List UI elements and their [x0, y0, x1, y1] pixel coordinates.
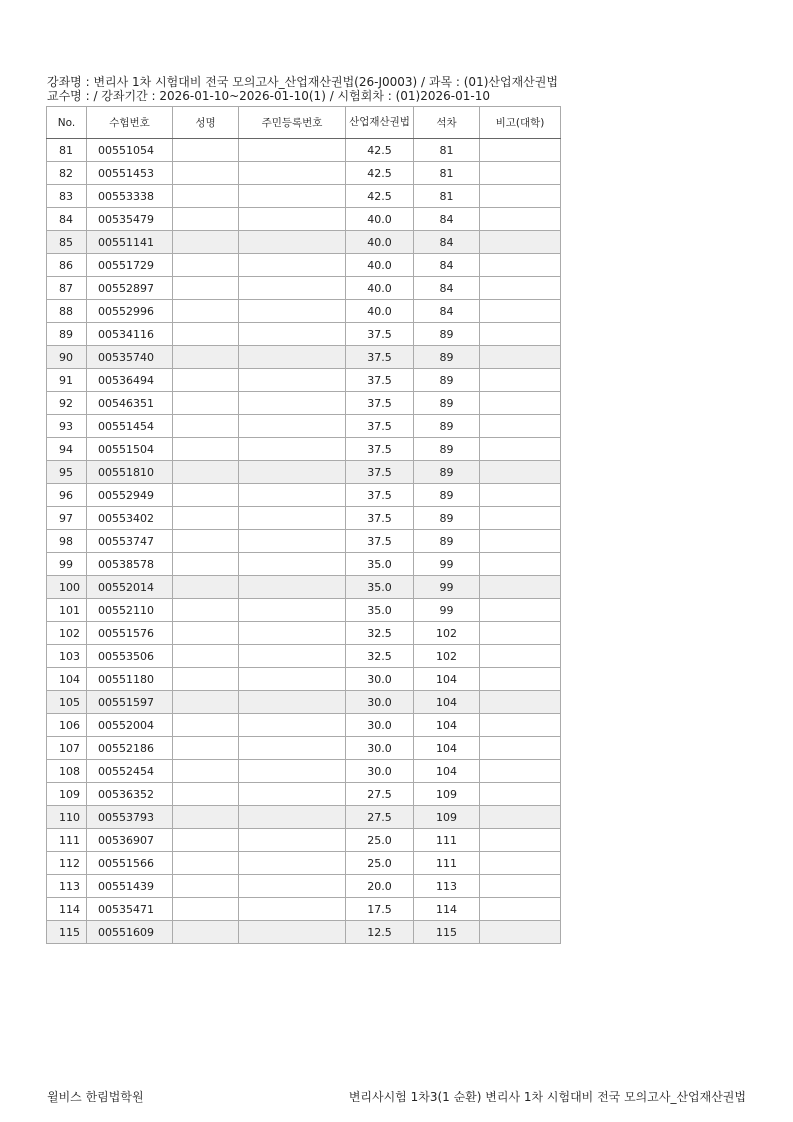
cell-no: 109 [47, 783, 87, 806]
col-header-name: 성명 [173, 107, 239, 139]
cell-no: 113 [47, 875, 87, 898]
cell-exam-number: 00551054 [87, 139, 173, 162]
cell-resident-number [239, 599, 346, 622]
cell-resident-number [239, 185, 346, 208]
cell-name [173, 507, 239, 530]
cell-resident-number [239, 346, 346, 369]
cell-exam-number: 00551566 [87, 852, 173, 875]
cell-resident-number [239, 852, 346, 875]
cell-resident-number [239, 208, 346, 231]
cell-resident-number [239, 484, 346, 507]
cell-no: 106 [47, 714, 87, 737]
cell-score: 37.5 [346, 323, 414, 346]
table-row [47, 346, 561, 369]
cell-rank: 99 [414, 599, 480, 622]
cell-exam-number: 00535740 [87, 346, 173, 369]
cell-note [480, 484, 561, 507]
cell-note [480, 461, 561, 484]
col-header-resident-number: 주민등록번호 [239, 107, 346, 139]
cell-exam-number: 00553747 [87, 530, 173, 553]
cell-exam-number: 00551180 [87, 668, 173, 691]
cell-name [173, 484, 239, 507]
cell-rank: 104 [414, 737, 480, 760]
table-row [47, 369, 561, 392]
cell-exam-number: 00551576 [87, 622, 173, 645]
cell-note [480, 277, 561, 300]
cell-name [173, 852, 239, 875]
cell-exam-number: 00552897 [87, 277, 173, 300]
cell-no: 95 [47, 461, 87, 484]
cell-no: 86 [47, 254, 87, 277]
cell-resident-number [239, 576, 346, 599]
cell-no: 103 [47, 645, 87, 668]
cell-name [173, 323, 239, 346]
cell-name [173, 714, 239, 737]
cell-rank: 89 [414, 461, 480, 484]
cell-resident-number [239, 323, 346, 346]
cell-score: 17.5 [346, 898, 414, 921]
course-info-line: 강좌명 : 변리사 1차 시험대비 전국 모의고사_산업재산권법(26-J0003) / 과목 : (01)산업재산권법 [47, 75, 558, 89]
cell-rank: 109 [414, 806, 480, 829]
cell-no: 111 [47, 829, 87, 852]
cell-score: 20.0 [346, 875, 414, 898]
table-row [47, 461, 561, 484]
cell-score: 32.5 [346, 622, 414, 645]
cell-exam-number: 00552110 [87, 599, 173, 622]
cell-exam-number: 00551597 [87, 691, 173, 714]
cell-score: 40.0 [346, 208, 414, 231]
cell-name [173, 438, 239, 461]
cell-score: 42.5 [346, 162, 414, 185]
cell-rank: 89 [414, 415, 480, 438]
cell-rank: 115 [414, 921, 480, 944]
cell-name [173, 668, 239, 691]
cell-rank: 81 [414, 139, 480, 162]
cell-resident-number [239, 438, 346, 461]
table-row [47, 691, 561, 714]
cell-score: 42.5 [346, 185, 414, 208]
cell-note [480, 553, 561, 576]
cell-note [480, 346, 561, 369]
cell-resident-number [239, 254, 346, 277]
cell-rank: 89 [414, 530, 480, 553]
cell-resident-number [239, 553, 346, 576]
cell-exam-number: 00551141 [87, 231, 173, 254]
cell-rank: 99 [414, 576, 480, 599]
table-row [47, 806, 561, 829]
cell-note [480, 254, 561, 277]
table-row [47, 530, 561, 553]
cell-score: 35.0 [346, 599, 414, 622]
table-row [47, 553, 561, 576]
cell-score: 30.0 [346, 668, 414, 691]
cell-no: 85 [47, 231, 87, 254]
cell-score: 37.5 [346, 438, 414, 461]
table-row [47, 392, 561, 415]
cell-no: 92 [47, 392, 87, 415]
cell-name [173, 553, 239, 576]
cell-score: 40.0 [346, 277, 414, 300]
cell-rank: 113 [414, 875, 480, 898]
cell-no: 99 [47, 553, 87, 576]
cell-resident-number [239, 162, 346, 185]
cell-no: 112 [47, 852, 87, 875]
cell-note [480, 185, 561, 208]
cell-score: 40.0 [346, 231, 414, 254]
cell-name [173, 139, 239, 162]
cell-note [480, 737, 561, 760]
table-row [47, 622, 561, 645]
cell-score: 30.0 [346, 691, 414, 714]
exam-info-line: 교수명 : / 강좌기간 : 2026-01-10~2026-01-10(1) / 시험회차 : (01)2026-01-10 [47, 89, 490, 103]
cell-resident-number [239, 300, 346, 323]
cell-score: 37.5 [346, 415, 414, 438]
cell-name [173, 576, 239, 599]
cell-resident-number [239, 645, 346, 668]
cell-name [173, 898, 239, 921]
cell-note [480, 507, 561, 530]
cell-note [480, 760, 561, 783]
cell-no: 88 [47, 300, 87, 323]
cell-score: 27.5 [346, 783, 414, 806]
cell-name [173, 185, 239, 208]
cell-exam-number: 00551439 [87, 875, 173, 898]
cell-exam-number: 00551729 [87, 254, 173, 277]
cell-score: 37.5 [346, 369, 414, 392]
cell-resident-number [239, 875, 346, 898]
cell-name [173, 691, 239, 714]
cell-name [173, 760, 239, 783]
cell-score: 37.5 [346, 461, 414, 484]
cell-no: 93 [47, 415, 87, 438]
cell-resident-number [239, 461, 346, 484]
cell-no: 82 [47, 162, 87, 185]
cell-score: 37.5 [346, 484, 414, 507]
col-header-score: 산업재산권법 [346, 107, 414, 139]
cell-exam-number: 00535479 [87, 208, 173, 231]
cell-name [173, 461, 239, 484]
table-header-row [47, 107, 561, 139]
table-row [47, 599, 561, 622]
cell-note [480, 139, 561, 162]
cell-exam-number: 00553402 [87, 507, 173, 530]
cell-name [173, 162, 239, 185]
cell-exam-number: 00535471 [87, 898, 173, 921]
cell-score: 42.5 [346, 139, 414, 162]
cell-resident-number [239, 392, 346, 415]
cell-no: 110 [47, 806, 87, 829]
cell-score: 37.5 [346, 392, 414, 415]
cell-score: 30.0 [346, 737, 414, 760]
cell-rank: 89 [414, 369, 480, 392]
cell-note [480, 852, 561, 875]
cell-name [173, 254, 239, 277]
cell-note [480, 783, 561, 806]
cell-resident-number [239, 714, 346, 737]
cell-no: 108 [47, 760, 87, 783]
table-row [47, 875, 561, 898]
cell-note [480, 829, 561, 852]
cell-resident-number [239, 415, 346, 438]
cell-exam-number: 00553793 [87, 806, 173, 829]
col-header-exam-number: 수험번호 [87, 107, 173, 139]
cell-rank: 104 [414, 760, 480, 783]
table-row [47, 898, 561, 921]
cell-exam-number: 00551453 [87, 162, 173, 185]
cell-resident-number [239, 139, 346, 162]
cell-rank: 84 [414, 277, 480, 300]
cell-resident-number [239, 530, 346, 553]
table-row [47, 300, 561, 323]
cell-note [480, 369, 561, 392]
cell-no: 81 [47, 139, 87, 162]
table-row [47, 737, 561, 760]
table-row [47, 829, 561, 852]
cell-score: 37.5 [346, 507, 414, 530]
cell-rank: 89 [414, 346, 480, 369]
table-row [47, 507, 561, 530]
cell-name [173, 875, 239, 898]
cell-name [173, 806, 239, 829]
cell-rank: 114 [414, 898, 480, 921]
cell-resident-number [239, 921, 346, 944]
cell-score: 40.0 [346, 254, 414, 277]
table-row [47, 783, 561, 806]
cell-resident-number [239, 806, 346, 829]
cell-no: 97 [47, 507, 87, 530]
cell-no: 90 [47, 346, 87, 369]
cell-score: 40.0 [346, 300, 414, 323]
cell-note [480, 714, 561, 737]
score-table [46, 106, 561, 944]
table-row [47, 438, 561, 461]
cell-rank: 89 [414, 484, 480, 507]
cell-note [480, 921, 561, 944]
cell-rank: 84 [414, 300, 480, 323]
cell-exam-number: 00536352 [87, 783, 173, 806]
cell-rank: 84 [414, 254, 480, 277]
cell-name [173, 208, 239, 231]
cell-score: 35.0 [346, 553, 414, 576]
cell-no: 114 [47, 898, 87, 921]
cell-exam-number: 00553506 [87, 645, 173, 668]
cell-no: 115 [47, 921, 87, 944]
cell-exam-number: 00534116 [87, 323, 173, 346]
cell-note [480, 415, 561, 438]
cell-exam-number: 00552014 [87, 576, 173, 599]
cell-name [173, 921, 239, 944]
cell-note [480, 438, 561, 461]
cell-no: 98 [47, 530, 87, 553]
cell-name [173, 231, 239, 254]
table-row [47, 162, 561, 185]
cell-exam-number: 00536907 [87, 829, 173, 852]
cell-rank: 104 [414, 691, 480, 714]
cell-rank: 89 [414, 392, 480, 415]
cell-exam-number: 00552454 [87, 760, 173, 783]
cell-rank: 104 [414, 668, 480, 691]
table-row [47, 139, 561, 162]
cell-rank: 102 [414, 622, 480, 645]
cell-name [173, 369, 239, 392]
cell-exam-number: 00546351 [87, 392, 173, 415]
cell-rank: 89 [414, 323, 480, 346]
footer-academy: 윌비스 한림법학원 [47, 1090, 144, 1104]
cell-score: 37.5 [346, 346, 414, 369]
cell-no: 87 [47, 277, 87, 300]
cell-note [480, 208, 561, 231]
table-row [47, 645, 561, 668]
cell-rank: 99 [414, 553, 480, 576]
cell-note [480, 530, 561, 553]
cell-note [480, 392, 561, 415]
table-row [47, 576, 561, 599]
cell-rank: 102 [414, 645, 480, 668]
cell-exam-number: 00551810 [87, 461, 173, 484]
cell-no: 102 [47, 622, 87, 645]
cell-rank: 81 [414, 162, 480, 185]
cell-no: 104 [47, 668, 87, 691]
cell-rank: 104 [414, 714, 480, 737]
cell-score: 27.5 [346, 806, 414, 829]
cell-exam-number: 00552186 [87, 737, 173, 760]
table-row [47, 760, 561, 783]
cell-note [480, 806, 561, 829]
table-row [47, 668, 561, 691]
cell-name [173, 645, 239, 668]
table-row [47, 484, 561, 507]
cell-exam-number: 00551609 [87, 921, 173, 944]
cell-score: 35.0 [346, 576, 414, 599]
cell-note [480, 622, 561, 645]
table-row [47, 277, 561, 300]
footer-course-title: 변리사시험 1차3(1 순환) 변리사 1차 시험대비 전국 모의고사_산업재산권법 [348, 1090, 746, 1104]
cell-resident-number [239, 668, 346, 691]
cell-resident-number [239, 277, 346, 300]
cell-resident-number [239, 691, 346, 714]
cell-resident-number [239, 622, 346, 645]
cell-no: 84 [47, 208, 87, 231]
cell-note [480, 645, 561, 668]
cell-name [173, 622, 239, 645]
cell-note [480, 323, 561, 346]
cell-no: 89 [47, 323, 87, 346]
table-row [47, 921, 561, 944]
cell-note [480, 691, 561, 714]
cell-rank: 81 [414, 185, 480, 208]
table-row [47, 415, 561, 438]
cell-no: 91 [47, 369, 87, 392]
cell-rank: 84 [414, 231, 480, 254]
table-row [47, 852, 561, 875]
cell-score: 25.0 [346, 829, 414, 852]
cell-name [173, 300, 239, 323]
table-row [47, 323, 561, 346]
cell-exam-number: 00553338 [87, 185, 173, 208]
cell-resident-number [239, 760, 346, 783]
cell-resident-number [239, 898, 346, 921]
cell-no: 107 [47, 737, 87, 760]
cell-note [480, 162, 561, 185]
cell-note [480, 898, 561, 921]
cell-note [480, 668, 561, 691]
cell-rank: 111 [414, 829, 480, 852]
cell-no: 100 [47, 576, 87, 599]
cell-resident-number [239, 783, 346, 806]
table-row [47, 714, 561, 737]
cell-name [173, 277, 239, 300]
cell-rank: 109 [414, 783, 480, 806]
table-row [47, 208, 561, 231]
cell-no: 101 [47, 599, 87, 622]
cell-resident-number [239, 231, 346, 254]
cell-exam-number: 00552996 [87, 300, 173, 323]
cell-exam-number: 00551504 [87, 438, 173, 461]
cell-exam-number: 00536494 [87, 369, 173, 392]
cell-exam-number: 00551454 [87, 415, 173, 438]
col-header-no: No. [47, 107, 87, 139]
cell-rank: 111 [414, 852, 480, 875]
cell-resident-number [239, 369, 346, 392]
table-row [47, 185, 561, 208]
cell-note [480, 875, 561, 898]
col-header-note: 비고(대학) [480, 107, 561, 139]
cell-name [173, 530, 239, 553]
table-row [47, 231, 561, 254]
cell-note [480, 599, 561, 622]
cell-score: 25.0 [346, 852, 414, 875]
cell-no: 83 [47, 185, 87, 208]
cell-name [173, 415, 239, 438]
cell-exam-number: 00552004 [87, 714, 173, 737]
cell-name [173, 346, 239, 369]
cell-note [480, 231, 561, 254]
cell-name [173, 599, 239, 622]
cell-resident-number [239, 507, 346, 530]
col-header-rank: 석차 [414, 107, 480, 139]
cell-rank: 84 [414, 208, 480, 231]
cell-no: 94 [47, 438, 87, 461]
cell-name [173, 737, 239, 760]
cell-rank: 89 [414, 507, 480, 530]
cell-resident-number [239, 829, 346, 852]
cell-note [480, 300, 561, 323]
cell-name [173, 829, 239, 852]
cell-score: 32.5 [346, 645, 414, 668]
cell-exam-number: 00552949 [87, 484, 173, 507]
table-row [47, 254, 561, 277]
cell-name [173, 392, 239, 415]
cell-no: 96 [47, 484, 87, 507]
cell-score: 37.5 [346, 530, 414, 553]
cell-no: 105 [47, 691, 87, 714]
cell-score: 12.5 [346, 921, 414, 944]
cell-exam-number: 00538578 [87, 553, 173, 576]
cell-score: 30.0 [346, 760, 414, 783]
cell-note [480, 576, 561, 599]
cell-resident-number [239, 737, 346, 760]
cell-score: 30.0 [346, 714, 414, 737]
cell-rank: 89 [414, 438, 480, 461]
cell-name [173, 783, 239, 806]
